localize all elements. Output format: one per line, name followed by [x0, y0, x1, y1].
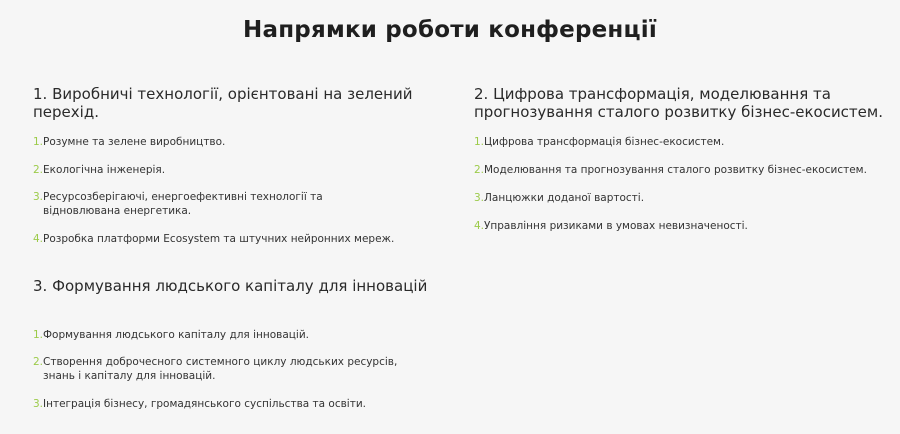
- item-text: Екологічна інженерія.: [43, 164, 166, 176]
- item-number: 2.: [474, 164, 485, 176]
- section-production-technologies: [33, 85, 433, 245]
- list-item: [474, 220, 884, 234]
- item-text: Інтеграція бізнесу, громадянського суспільства та освіти.: [43, 398, 367, 410]
- item-number: 2.: [33, 356, 44, 368]
- section-heading: 3. Формування людського капіталу для інновацій: [33, 277, 428, 295]
- list-item: [474, 136, 884, 150]
- list-item: [33, 164, 413, 178]
- item-number: 4.: [33, 233, 44, 245]
- list-item: [33, 136, 413, 150]
- list-item: [33, 398, 433, 412]
- section-heading: 2. Цифрова трансформація, моделювання та прогнозування сталого розвитку бізнес-екосистем.: [474, 85, 883, 121]
- item-number: 3.: [33, 398, 44, 410]
- item-text: Розробка платформи Ecosystem та штучних нейронних мереж.: [43, 233, 395, 245]
- list-item: [33, 233, 423, 247]
- item-text: Формування людського капіталу для інновацій.: [43, 329, 310, 341]
- list-item: [33, 356, 413, 383]
- item-text: Розумне та зелене виробництво.: [43, 136, 226, 148]
- page-title: Напрямки роботи конференції: [243, 17, 657, 43]
- section-heading: 1. Виробничі технології, орієнтовані на зелений перехід.: [33, 85, 413, 121]
- list-item: [33, 191, 403, 218]
- item-number: 4.: [474, 220, 485, 232]
- item-text: Створення доброчесного системного циклу людських ресурсів, знань і капіталу для інновацій.: [43, 356, 398, 382]
- list-item: [33, 329, 433, 343]
- item-text: Ланцюжки доданої вартості.: [484, 192, 645, 204]
- section-human-capital: [33, 277, 453, 410]
- item-number: 3.: [33, 191, 44, 203]
- item-number: 3.: [474, 192, 485, 204]
- item-text: Ресурсозберігаючі, енергоефективні технології та відновлювана енергетика.: [43, 191, 323, 217]
- item-text: Цифрова трансформація бізнес-екосистем.: [484, 136, 725, 148]
- list-item: [474, 164, 884, 178]
- item-text: Моделювання та прогнозування сталого розвитку бізнес-екосистем.: [484, 164, 867, 176]
- item-number: 1.: [33, 136, 44, 148]
- item-text: Управління ризиками в умовах невизначеності.: [484, 220, 748, 232]
- item-number: 1.: [474, 136, 485, 148]
- item-number: 2.: [33, 164, 44, 176]
- item-number: 1.: [33, 329, 44, 341]
- section-digital-transformation: [474, 85, 894, 232]
- list-item: [474, 192, 884, 206]
